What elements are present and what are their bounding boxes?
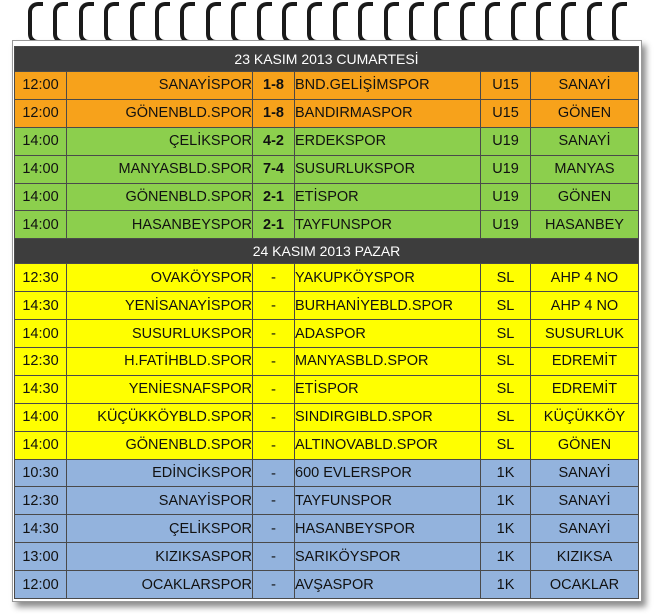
match-time: 12:30: [15, 487, 67, 515]
match-category: SL: [481, 292, 531, 320]
spiral-ring-icon: [155, 2, 170, 44]
match-category: U19: [481, 155, 531, 183]
match-score: 1-8: [253, 72, 295, 100]
spiral-ring-icon: [307, 2, 322, 44]
match-row: [15, 403, 639, 431]
match-row: [15, 292, 639, 320]
match-venue: OCAKLAR: [531, 571, 639, 599]
match-category: SL: [481, 348, 531, 376]
match-score: -: [253, 459, 295, 487]
home-team: EDİNCİKSPOR: [67, 459, 253, 487]
match-category: SL: [481, 403, 531, 431]
day-header-row: [15, 239, 639, 264]
match-row: [15, 211, 639, 239]
match-score: -: [253, 571, 295, 599]
match-venue: SANAYİ: [531, 127, 639, 155]
match-score: -: [253, 515, 295, 543]
home-team: YENİSANAYİSPOR: [67, 292, 253, 320]
match-time: 14:00: [15, 431, 67, 459]
away-team: SINDIRGIBLD.SPOR: [295, 403, 481, 431]
spiral-ring-icon: [333, 2, 348, 44]
away-team: ETİSPOR: [295, 375, 481, 403]
match-category: SL: [481, 264, 531, 292]
away-team: SUSURLUKSPOR: [295, 155, 481, 183]
match-time: 12:00: [15, 99, 67, 127]
match-category: U15: [481, 99, 531, 127]
away-team: ADASPOR: [295, 320, 481, 348]
match-venue: AHP 4 NO: [531, 292, 639, 320]
away-team: ALTINOVABLD.SPOR: [295, 431, 481, 459]
match-venue: SANAYİ: [531, 72, 639, 100]
match-venue: HASANBEY: [531, 211, 639, 239]
match-time: 14:00: [15, 127, 67, 155]
home-team: GÖNENBLD.SPOR: [67, 431, 253, 459]
spiral-ring-icon: [460, 2, 475, 44]
match-row: [15, 320, 639, 348]
match-venue: GÖNEN: [531, 99, 639, 127]
match-venue: GÖNEN: [531, 431, 639, 459]
match-row: [15, 375, 639, 403]
match-time: 14:00: [15, 320, 67, 348]
spiral-ring-icon: [358, 2, 373, 44]
away-team: HASANBEYSPOR: [295, 515, 481, 543]
match-category: 1K: [481, 459, 531, 487]
home-team: ÇELİKSPOR: [67, 515, 253, 543]
match-row: [15, 487, 639, 515]
away-team: BANDIRMASPOR: [295, 99, 481, 127]
match-time: 14:30: [15, 375, 67, 403]
away-team: MANYASBLD.SPOR: [295, 348, 481, 376]
away-team: BND.GELİŞİMSPOR: [295, 72, 481, 100]
home-team: OCAKLARSPOR: [67, 571, 253, 599]
match-category: U19: [481, 211, 531, 239]
match-time: 14:00: [15, 211, 67, 239]
spiral-ring-icon: [53, 2, 68, 44]
match-time: 12:00: [15, 571, 67, 599]
match-score: -: [253, 487, 295, 515]
spiral-ring-icon: [257, 2, 272, 44]
match-time: 13:00: [15, 543, 67, 571]
match-time: 14:30: [15, 292, 67, 320]
match-category: SL: [481, 431, 531, 459]
match-row: [15, 264, 639, 292]
match-venue: AHP 4 NO: [531, 264, 639, 292]
day-header: 23 KASIM 2013 CUMARTESİ: [15, 47, 639, 72]
match-time: 12:00: [15, 72, 67, 100]
home-team: YENİESNAFSPOR: [67, 375, 253, 403]
match-row: [15, 543, 639, 571]
match-row: [15, 183, 639, 211]
home-team: MANYASBLD.SPOR: [67, 155, 253, 183]
match-category: 1K: [481, 543, 531, 571]
day-header: 24 KASIM 2013 PAZAR: [15, 239, 639, 264]
away-team: SARIKÖYSPOR: [295, 543, 481, 571]
match-venue: EDREMİT: [531, 375, 639, 403]
match-category: 1K: [481, 571, 531, 599]
away-team: ETİSPOR: [295, 183, 481, 211]
match-row: [15, 155, 639, 183]
match-category: U15: [481, 72, 531, 100]
home-team: H.FATİHBLD.SPOR: [67, 348, 253, 376]
day-header-row: [15, 47, 639, 72]
match-score: 4-2: [253, 127, 295, 155]
home-team: GÖNENBLD.SPOR: [67, 99, 253, 127]
match-time: 14:00: [15, 403, 67, 431]
spiral-ring-icon: [384, 2, 399, 44]
match-score: 2-1: [253, 183, 295, 211]
match-row: [15, 515, 639, 543]
home-team: SANAYİSPOR: [67, 487, 253, 515]
match-venue: EDREMİT: [531, 348, 639, 376]
home-team: KÜÇÜKKÖYBLD.SPOR: [67, 403, 253, 431]
match-venue: SANAYİ: [531, 487, 639, 515]
spiral-ring-icon: [612, 2, 627, 44]
spiral-ring-icon: [282, 2, 297, 44]
match-score: -: [253, 543, 295, 571]
match-time: 14:00: [15, 155, 67, 183]
away-team: ERDEKSPOR: [295, 127, 481, 155]
match-row: [15, 127, 639, 155]
away-team: BURHANİYEBLD.SPOR: [295, 292, 481, 320]
match-time: 12:30: [15, 264, 67, 292]
fixture-table: [14, 46, 639, 599]
match-score: -: [253, 431, 295, 459]
home-team: ÇELİKSPOR: [67, 127, 253, 155]
spiral-ring-icon: [434, 2, 449, 44]
home-team: HASANBEYSPOR: [67, 211, 253, 239]
spiral-ring-icon: [104, 2, 119, 44]
match-time: 14:30: [15, 515, 67, 543]
away-team: 600 EVLERSPOR: [295, 459, 481, 487]
spiral-ring-icon: [536, 2, 551, 44]
home-team: SANAYİSPOR: [67, 72, 253, 100]
match-score: -: [253, 348, 295, 376]
match-score: -: [253, 292, 295, 320]
spiral-ring-icon: [130, 2, 145, 44]
match-time: 12:30: [15, 348, 67, 376]
match-venue: KÜÇÜKKÖY: [531, 403, 639, 431]
away-team: TAYFUNSPOR: [295, 211, 481, 239]
match-row: [15, 99, 639, 127]
match-score: 1-8: [253, 99, 295, 127]
spiral-ring-icon: [231, 2, 246, 44]
notebook-spiral: [0, 0, 660, 42]
match-category: SL: [481, 375, 531, 403]
match-venue: SANAYİ: [531, 459, 639, 487]
match-time: 10:30: [15, 459, 67, 487]
match-category: U19: [481, 183, 531, 211]
match-venue: SANAYİ: [531, 515, 639, 543]
spiral-ring-icon: [79, 2, 94, 44]
away-team: AVŞASPOR: [295, 571, 481, 599]
match-category: 1K: [481, 515, 531, 543]
match-score: -: [253, 264, 295, 292]
match-venue: GÖNEN: [531, 183, 639, 211]
match-venue: MANYAS: [531, 155, 639, 183]
match-category: U19: [481, 127, 531, 155]
match-score: -: [253, 320, 295, 348]
match-category: SL: [481, 320, 531, 348]
match-score: -: [253, 375, 295, 403]
home-team: KIZIKSASPOR: [67, 543, 253, 571]
spiral-ring-icon: [28, 2, 43, 44]
home-team: OVAKÖYSPOR: [67, 264, 253, 292]
match-row: [15, 571, 639, 599]
match-venue: SUSURLUK: [531, 320, 639, 348]
match-row: [15, 348, 639, 376]
match-score: -: [253, 403, 295, 431]
match-venue: KIZIKSA: [531, 543, 639, 571]
home-team: GÖNENBLD.SPOR: [67, 183, 253, 211]
home-team: SUSURLUKSPOR: [67, 320, 253, 348]
spiral-ring-icon: [561, 2, 576, 44]
match-row: [15, 72, 639, 100]
match-score: 7-4: [253, 155, 295, 183]
spiral-ring-icon: [206, 2, 221, 44]
spiral-ring-icon: [485, 2, 500, 44]
match-time: 14:00: [15, 183, 67, 211]
match-category: 1K: [481, 487, 531, 515]
spiral-ring-icon: [511, 2, 526, 44]
match-score: 2-1: [253, 211, 295, 239]
spiral-ring-icon: [180, 2, 195, 44]
match-row: [15, 431, 639, 459]
away-team: TAYFUNSPOR: [295, 487, 481, 515]
match-row: [15, 459, 639, 487]
away-team: YAKUPKÖYSPOR: [295, 264, 481, 292]
spiral-ring-icon: [587, 2, 602, 44]
spiral-ring-icon: [409, 2, 424, 44]
